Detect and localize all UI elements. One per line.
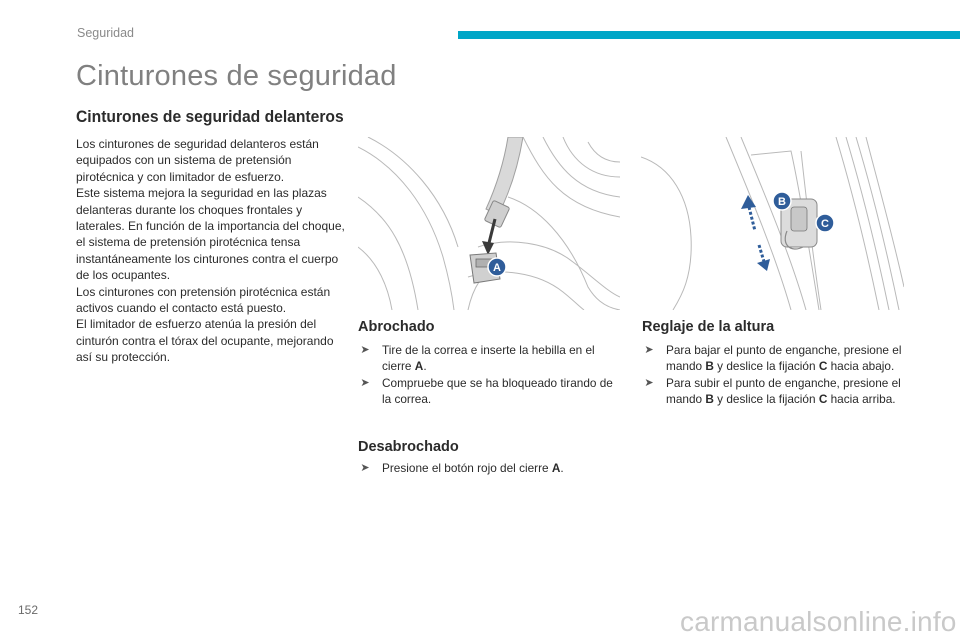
- intro-text: [76, 136, 346, 366]
- reglaje-heading: Reglaje de la altura: [642, 319, 775, 335]
- desabrochado-heading: Desabrochado: [358, 439, 459, 455]
- list-item: ➤ Tire de la correa e inserte la hebilla en el cierre A.: [360, 343, 595, 374]
- arrow-bullet-icon: ➤: [360, 344, 370, 356]
- intro-paragraph: Los cinturones de seguridad delanteros están equipados con un sistema de pretensión pirotécnica y con limitador de esfuerzo.: [76, 137, 319, 184]
- watermark: carmanualsonline.info: [680, 606, 957, 637]
- section-label: Seguridad: [77, 26, 134, 40]
- page-number: 152: [18, 603, 39, 617]
- arrow-bullet-icon: ➤: [360, 376, 370, 389]
- intro-paragraph: El limitador de esfuerzo atenúa la presión del cinturón contra el tórax del ocupante, mejorando así su protección.: [76, 317, 334, 365]
- arrow-bullet-icon: ➤: [644, 376, 654, 389]
- list-item: ➤ Para bajar el punto de enganche, presione el mando B y deslice la fijación C hacia abajo.: [644, 343, 902, 374]
- desabrochado-list: [358, 460, 620, 476]
- arrow-bullet-icon: ➤: [644, 344, 654, 356]
- list-item: ➤ Compruebe que se ha bloqueado tirando de la correa.: [360, 375, 613, 407]
- height-adjust-illustration: [641, 137, 904, 310]
- section-subtitle: Cinturones de seguridad delanteros: [76, 107, 344, 126]
- intro-paragraph: Los cinturones con pretensión pirotécnica están activos cuando el contacto está puesto.: [76, 284, 331, 316]
- callout-a-label: A: [493, 262, 501, 274]
- intro-paragraph: Este sistema mejora la seguridad en las plazas delanteras durante los choques frontales y laterales. En función de la importancia del choque, el sistema de pretensión pirotécnica tensa instantáneamente los cinturones contra el cuerpo de los ocupantes.: [76, 186, 345, 283]
- list-item: ➤ Para subir el punto de enganche, presione el mando B y deslice la fijación C hacia arriba.: [644, 375, 901, 407]
- header-accent-bar: [458, 31, 960, 39]
- reglaje-list: [642, 342, 904, 408]
- arrow-bullet-icon: ➤: [360, 462, 370, 474]
- callout-c-label: C: [821, 218, 829, 230]
- page-title: Cinturones de seguridad: [76, 60, 397, 92]
- callout-b-label: B: [778, 196, 786, 208]
- buckle-illustration: [358, 137, 620, 310]
- list-item: ➤ Presione el botón rojo del cierre A.: [360, 461, 564, 475]
- abrochado-list: [358, 342, 620, 408]
- abrochado-heading: Abrochado: [358, 319, 435, 335]
